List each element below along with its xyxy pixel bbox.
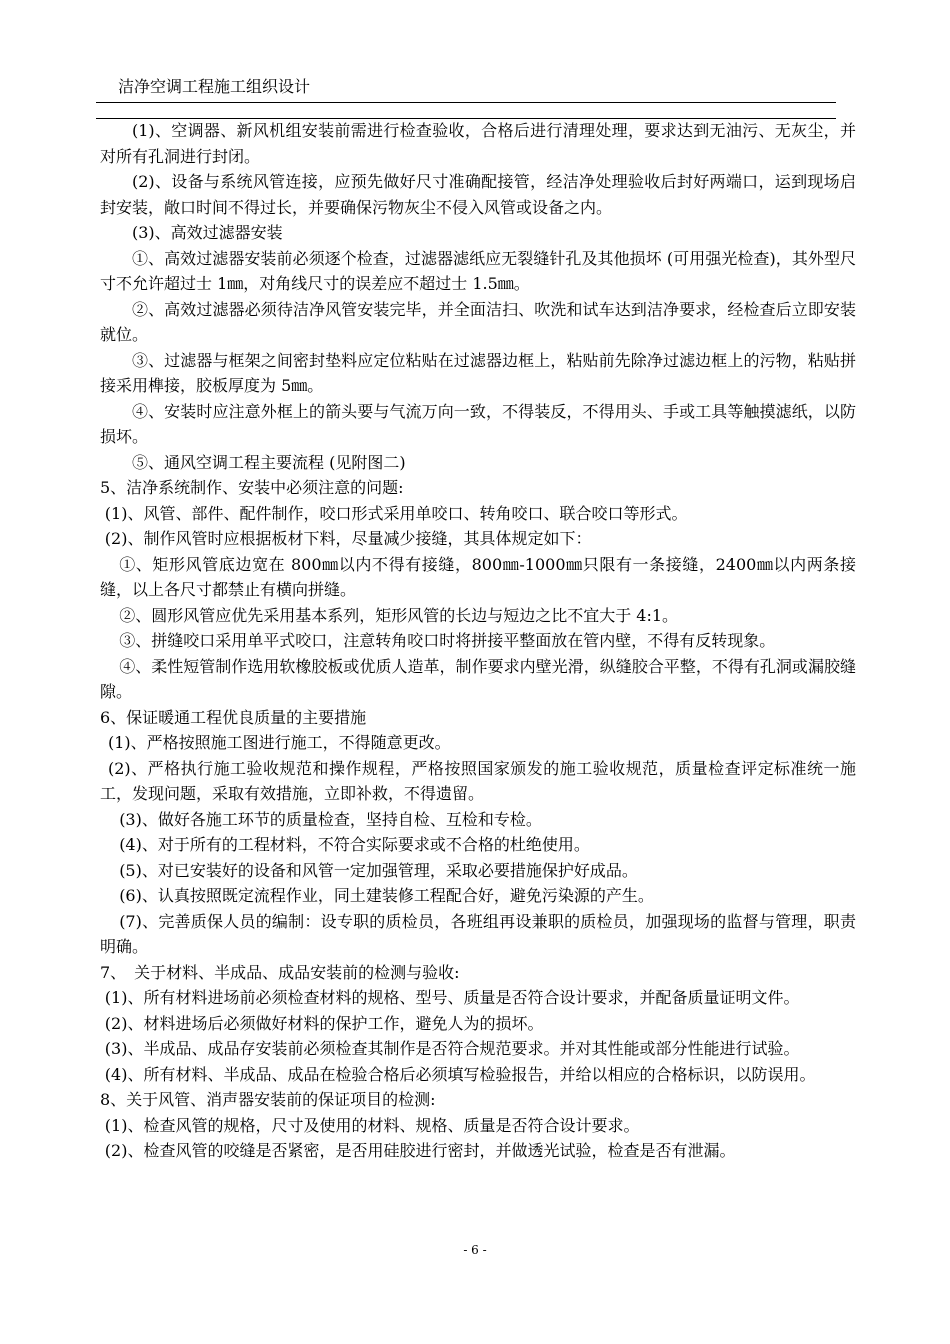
paragraph: (6)、认真按照既定流程作业，同土建装修工程配合好，避免污染源的产生。 <box>119 886 654 905</box>
paragraph: (2)、严格执行施工验收规范和操作规程，严格按照国家颁发的施工验收规范，质量检查评定标准统一施工，发现问题，采取有效措施，立即补救，不得遗留。 <box>100 758 856 803</box>
paragraph: (4)、所有材料、半成品、成品在检验合格后必须填写检验报告，并给以相应的合格标识，以防误用。 <box>104 1064 816 1084</box>
section-heading: 7、 关于材料、半成品、成品安装前的检测与验收: <box>100 962 460 982</box>
paragraph: (1)、所有材料进场前必须检查材料的规格、型号、质量是否符合设计要求，并配备质量证明文件。 <box>104 988 800 1007</box>
paragraph: (2)、材料进场后必须做好材料的保护工作，避免人为的损坏。 <box>104 1013 544 1033</box>
paragraph: ③、过滤器与框架之间密封垫料应定位粘贴在过滤器边框上，粘贴前先除净过滤边框上的污物，粘贴拼接采用榫接，胶板厚度为 5㎜。 <box>100 350 856 395</box>
paragraph: (2)、检查风管的咬缝是否紧密，是否用硅胶进行密封，并做透光试验，检查是否有泄漏。 <box>104 1141 736 1160</box>
paragraph: (7)、完善质保人员的编制：设专职的质检员，各班组再设兼职的质检员，加强现场的监督与管理，职责明确。 <box>100 911 856 956</box>
paragraph: (5)、对已安装好的设备和风管一定加强管理，采取必要措施保护好成品。 <box>119 860 638 880</box>
paragraph: ②、圆形风管应优先采用基本系列，矩形风管的长边与短边之比不宜大于 4:1。 <box>119 605 679 625</box>
paragraph: ①、矩形风管底边宽在 800㎜以内不得有接缝，800㎜-1000㎜只限有一条接缝，2400㎜以内两条接缝，以上各尺寸都禁止有横向拼缝。 <box>100 554 856 599</box>
section-heading: 6、保证暖通工程优良质量的主要措施 <box>100 707 367 727</box>
paragraph: ④、柔性短管制作选用软橡胶板或优质人造革，制作要求内壁光滑，纵缝胶合平整，不得有孔洞或漏胶缝隙。 <box>100 656 856 701</box>
paragraph: ③、拼缝咬口采用单平式咬口，注意转角咬口时将拼接平整面放在管内壁，不得有反转现象。 <box>119 631 776 650</box>
paragraph: (2)、设备与系统风管连接，应预先做好尺寸准确配接管，经洁净处理验收后封好两端口，运到现场启封安装，敞口时间不得过长，并要确保污物灰尘不侵入风管或设备之内。 <box>100 172 856 217</box>
section-heading: 5、洁净系统制作、安装中必须注意的问题: <box>100 478 404 497</box>
paragraph: (1)、严格按照施工图进行施工，不得随意更改。 <box>108 733 451 752</box>
paragraph: (2)、制作风管时应根据板材下料，尽量减少接缝，其具体规定如下： <box>104 529 592 548</box>
paragraph: ⑤、通风空调工程主要流程 (见附图二) <box>132 452 406 472</box>
paragraph: (3)、高效过滤器安装 <box>132 223 283 242</box>
header-rule <box>96 102 836 103</box>
paragraph: (1)、风管、部件、配件制作，咬口形式采用单咬口、转角咬口、联合咬口等形式。 <box>104 503 688 523</box>
paragraph: ④、安装时应注意外框上的箭头要与气流万向一致，不得装反，不得用头、手或工具等触摸滤纸，以防损坏。 <box>100 401 856 446</box>
paragraph: (3)、做好各施工环节的质量检查，坚持自检、互检和专检。 <box>119 809 542 829</box>
paragraph: ②、高效过滤器必须待洁净风管安装完毕，并全面洁扫、吹洗和试车达到洁净要求，经检查后立即安装就位。 <box>100 299 856 344</box>
paragraph: (3)、半成品、成品存安装前必须检查其制作是否符合规范要求。并对其性能或部分性能进行试验。 <box>104 1039 800 1058</box>
section-heading: 8、关于风管、消声器安装前的保证项目的检测: <box>100 1090 436 1109</box>
paragraph: ①、高效过滤器安装前必须逐个检查，过滤器滤纸应无裂缝针孔及其他损坏 (可用强光检查)，其外型尺寸不允许超过士 1㎜，对角线尺寸的误差应不超过士 1.5㎜。 <box>100 248 856 293</box>
header-title: 洁净空调工程施工组织设计 <box>118 77 311 96</box>
page-number: - 6 - <box>463 1243 487 1257</box>
paragraph: (1)、空调器、新风机组安装前需进行检查验收，合格后进行清理处理，要求达到无油污、无灰尘，并对所有孔洞进行封闭。 <box>100 121 856 166</box>
paragraph: (1)、检查风管的规格，尺寸及使用的材料、规格、质量是否符合设计要求。 <box>104 1115 640 1135</box>
paragraph: (4)、对于所有的工程材料，不符合实际要求或不合格的杜绝使用。 <box>119 835 590 854</box>
body-text <box>100 118 856 1164</box>
